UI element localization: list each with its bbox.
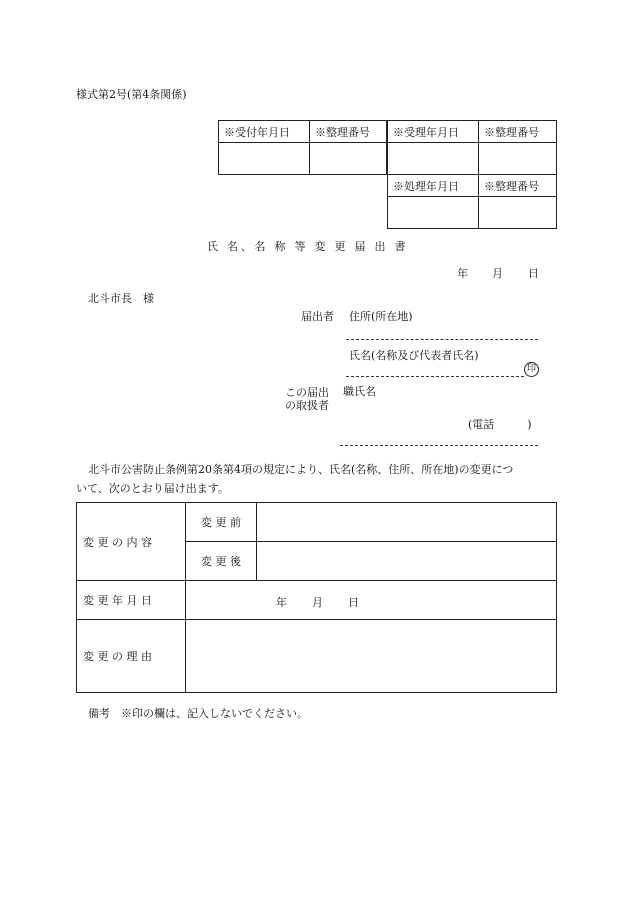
handler-position-name-label: 職氏名 [343,385,376,398]
control-number-header-2: ※整理番号 [479,121,557,143]
addressee: 北斗市長 様 [88,292,154,305]
control-number-field-3[interactable] [479,197,557,229]
change-details-table [76,502,557,693]
control-number-field-1[interactable] [310,143,387,175]
change-content-label [77,503,186,581]
change-date-field[interactable] [186,581,557,620]
handler-label-line2: の取扱者 [285,399,329,412]
received-date-header: ※受付年月日 [219,121,310,143]
control-number-header-1: ※整理番号 [310,121,387,143]
after-value-field[interactable] [257,542,557,581]
change-date-year: 年 [276,596,287,609]
accepted-date-field[interactable] [388,143,479,175]
note: 備考 ※印の欄は、記入しないでください。 [88,707,308,720]
after-label: 変 更 後 [186,542,257,581]
before-label: 変 更 前 [186,503,257,542]
applicant-label: 届出者 [301,310,334,323]
reception-box-right-upper [387,120,557,175]
body-text-line1: 北斗市公害防止条例第20条第4項の規定により、氏名(名称、住所、所在地)の変更につ [88,463,514,476]
name-line[interactable] [346,376,524,377]
change-reason-label: 変 更 の 理 由 [77,620,186,693]
date-day-label: 日 [528,267,539,280]
reception-box-right-lower [387,174,557,229]
date-year-label: 年 [457,267,468,280]
seal-mark: 印 [524,362,539,377]
control-number-field-2[interactable] [479,143,557,175]
handler-line[interactable] [340,445,538,446]
address-line[interactable] [346,339,538,340]
phone-label: (電話 ) [468,418,532,431]
accepted-date-header: ※受理年月日 [388,121,479,143]
document-title: 氏 名、名 称 等 変 更 届 出 書 [207,240,409,253]
processed-date-header: ※処理年月日 [388,175,479,197]
applicant-address-label: 住所(所在地) [349,310,413,323]
form-number: 様式第2号(第4条関係) [76,88,187,101]
control-number-header-3: ※整理番号 [479,175,557,197]
reception-box-left [218,120,387,175]
applicant-name-label: 氏名(名称及び代表者氏名) [349,349,479,362]
before-value-field[interactable] [257,503,557,542]
handler-label-line1: この届出 [285,386,329,399]
change-reason-field[interactable] [186,620,557,693]
processed-date-field[interactable] [388,197,479,229]
change-date-day: 日 [348,596,359,609]
body-text-line2: いて、次のとおり届け出ます。 [76,482,229,495]
change-content-text: 変 更 の 内 容 [83,535,152,549]
received-date-field[interactable] [219,143,310,175]
change-date-label: 変 更 年 月 日 [77,581,186,620]
change-date-month: 月 [312,596,323,609]
date-month-label: 月 [492,267,503,280]
